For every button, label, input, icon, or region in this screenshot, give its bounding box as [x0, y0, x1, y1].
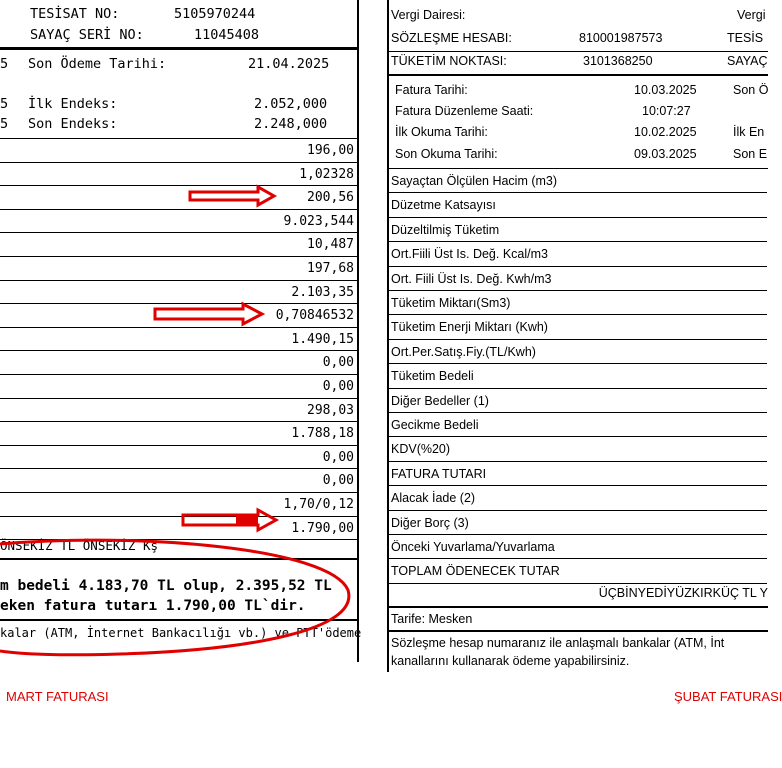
table-row: [387, 389, 767, 413]
amount-in-words: ÜÇBİNYEDİYÜZKIRKÜÇ TL Y: [598, 586, 768, 600]
row-label: Diğer Borç (3): [391, 515, 469, 530]
row-label: Ort. Fiili Üst Is. Değ. Kwh/m3: [391, 271, 552, 286]
table-row: [387, 340, 767, 364]
amount-in-words: ÖNSEKİZ TL ÖNSEKİZ Kş: [0, 538, 159, 553]
table-value: 298,03: [307, 402, 354, 418]
table-row: [387, 364, 767, 388]
table-row: [387, 486, 767, 510]
table-value: 1.490,15: [291, 331, 354, 347]
table-row: [387, 511, 767, 535]
footer-line-2: kanallarını kullanarak ödeme yapabilirsiniz.: [391, 654, 630, 668]
row-label: Diğer Bedeller (1): [391, 393, 489, 408]
table-value: 9.023,544: [283, 213, 354, 229]
contract-account-value: 810001987573: [579, 31, 663, 45]
last-read-label: Son Okuma Tarihi:: [395, 147, 498, 161]
cropped-text: Vergi: [737, 8, 766, 22]
cropped-text: TESİS: [727, 31, 764, 45]
cropped-text: Son E: [733, 147, 768, 161]
table-value: 0,00: [322, 379, 354, 394]
installation-no-label: TESİSAT NO:: [30, 6, 120, 22]
table-row: [387, 193, 767, 217]
table-row: [0, 281, 358, 305]
cropped-text: İlk En: [733, 125, 765, 139]
contract-account-label: SÖZLEŞME HESABI:: [391, 31, 512, 45]
table-row: [387, 242, 767, 266]
row-label: Ort.Per.Satış.Fiy.(TL/Kwh): [391, 344, 536, 359]
table-row: [0, 399, 358, 423]
row-label: Gecikme Bedeli: [391, 418, 479, 432]
table-row: [0, 328, 358, 352]
invoice-date-value: 10.03.2025: [634, 83, 697, 97]
last-index-label: Son Endeks:: [28, 116, 118, 132]
table-row: [0, 351, 358, 375]
row-label: Ort.Fiili Üst Is. Değ. Kcal/m3: [391, 247, 548, 262]
table-value: 200,56: [307, 190, 354, 206]
invoice-time-label: Fatura Düzenleme Saati:: [395, 104, 534, 118]
row-label: Tüketim Miktarı(Sm3): [391, 296, 511, 310]
invoice-date-label: Fatura Tarihi:: [395, 83, 468, 97]
table-value: 196,00: [307, 143, 354, 158]
table-value: 0,70846532: [275, 308, 354, 324]
table-row: [387, 462, 767, 486]
table-value: 197,68: [307, 261, 354, 276]
values-table: [0, 138, 358, 541]
table-row: [0, 469, 358, 493]
table-row: [387, 291, 767, 315]
table-value: 0,00: [322, 449, 354, 465]
table-row: [0, 139, 358, 163]
table-row: [0, 163, 358, 187]
table-row: [387, 169, 767, 193]
table-value: 0,00: [322, 355, 354, 371]
invoice-time-value: 10:07:27: [642, 104, 691, 118]
charges-table: [387, 168, 768, 584]
row-label: Düzetme Katsayısı: [391, 198, 496, 213]
consumption-point-label: TÜKETİM NOKTASI:: [391, 54, 507, 68]
cropped-text: SAYAÇ: [727, 54, 768, 68]
divider: [387, 51, 768, 52]
meter-serial-label: SAYAÇ SERİ NO:: [30, 27, 144, 43]
due-date-value: 21.04.2025: [248, 56, 330, 72]
divider: [0, 47, 358, 50]
divider: [387, 630, 768, 632]
table-row: [387, 559, 767, 583]
divider: [387, 606, 768, 608]
table-row: [387, 535, 767, 559]
installation-no-value: 5105970244: [174, 6, 256, 22]
divider: [387, 74, 768, 76]
row-label: Alacak İade (2): [391, 491, 476, 506]
table-value: 0,00: [322, 473, 354, 489]
last-read-value: 09.03.2025: [634, 147, 697, 161]
february-invoice-caption: ŞUBAT FATURASI: [674, 689, 782, 704]
footer-line-1: Sözleşme hesap numaranız ile anlaşmalı bankalar (ATM, İnt: [391, 636, 725, 650]
row-label: FATURA TUTARI: [391, 466, 487, 481]
last-index-value: 2.248,000: [254, 116, 328, 132]
table-row: [387, 267, 767, 291]
cropped-prefix: 5: [0, 116, 9, 132]
table-value: 1,70/0,12: [283, 497, 354, 512]
table-row: [0, 422, 358, 446]
table-row: [0, 304, 358, 328]
table-row: [0, 375, 358, 399]
row-label: TOPLAM ÖDENECEK TUTAR: [391, 564, 560, 579]
row-label: Düzeltilmiş Tüketim: [391, 222, 500, 237]
divider: [0, 619, 358, 621]
note-line-2: eken fatura tutarı 1.790,00 TL`dir.: [0, 598, 306, 614]
row-label: KDV(%20): [391, 442, 451, 457]
left-invoice: [0, 0, 360, 665]
table-value: 1.788,18: [291, 426, 354, 442]
tax-office-label: Vergi Dairesi:: [391, 8, 466, 22]
divider: [0, 558, 358, 560]
table-row: [0, 517, 358, 541]
first-read-label: İlk Okuma Tarihi:: [395, 125, 488, 139]
table-row: [0, 446, 358, 470]
first-read-value: 10.02.2025: [634, 125, 697, 139]
meter-serial-value: 11045408: [194, 27, 260, 43]
table-value: 2.103,35: [291, 284, 354, 300]
table-row: [387, 218, 767, 242]
table-row: [387, 437, 767, 461]
table-row: [0, 493, 358, 517]
note-line-1: m bedeli 4.183,70 TL olup, 2.395,52 TL: [0, 578, 332, 594]
march-invoice-caption: MART FATURASI: [6, 689, 109, 704]
cropped-prefix: 5: [0, 96, 9, 112]
table-row: [0, 210, 358, 234]
row-label: Tüketim Bedeli: [391, 369, 474, 384]
row-label: Tüketim Enerji Miktarı (Kwh): [391, 320, 548, 335]
table-row: [0, 186, 358, 210]
table-row: [387, 315, 767, 339]
table-row: [387, 413, 767, 437]
first-index-value: 2.052,000: [254, 96, 328, 112]
due-date-label: Son Ödeme Tarihi:: [28, 56, 167, 72]
table-value: 1,02328: [299, 166, 354, 182]
row-label: Önceki Yuvarlama/Yuvarlama: [391, 540, 555, 554]
table-value: 10,487: [307, 237, 354, 253]
table-row: [0, 257, 358, 281]
consumption-point-value: 3101368250: [583, 54, 653, 68]
cropped-text: Son Ö: [733, 83, 769, 97]
table-row: [0, 233, 358, 257]
bank-note: kalar (ATM, İnternet Bankacılığı vb.) ve PTT'ödeme: [0, 626, 362, 640]
cropped-prefix: 5: [0, 56, 9, 72]
right-invoice: [387, 0, 768, 675]
table-value: 1.790,00: [291, 520, 354, 536]
first-index-label: İlk Endeks:: [28, 96, 118, 112]
row-label: Sayaçtan Ölçülen Hacim (m3): [391, 174, 558, 188]
tariff: Tarife: Mesken: [391, 612, 473, 626]
